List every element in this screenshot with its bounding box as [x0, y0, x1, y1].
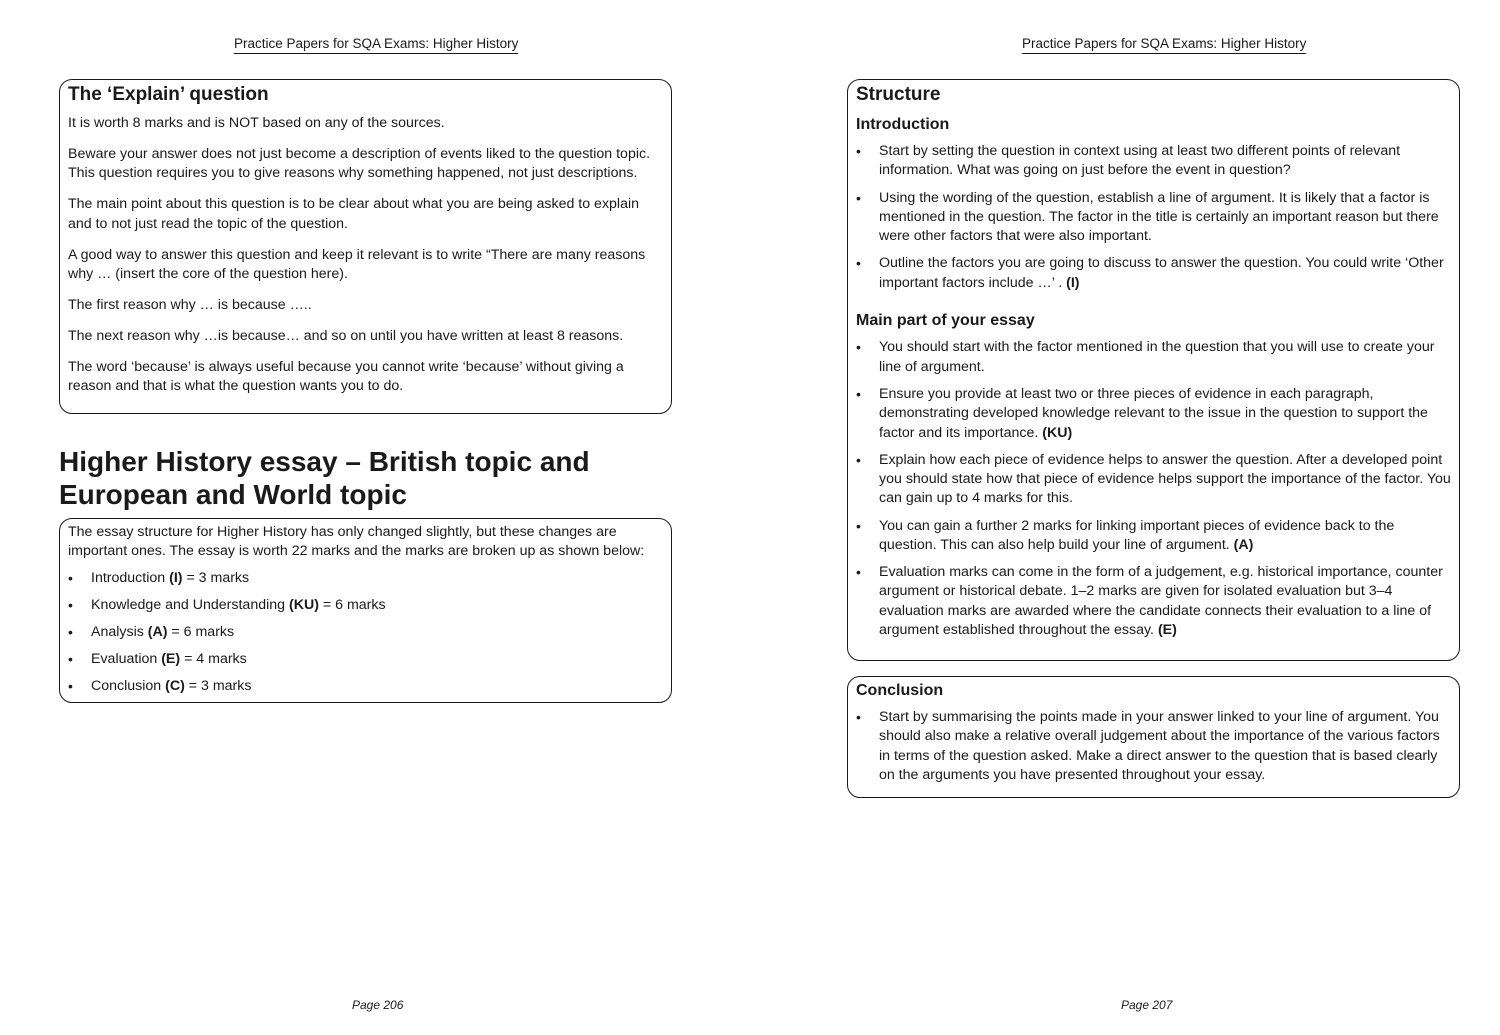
right-page: [750, 0, 1500, 1035]
page-number: Page 207: [1121, 998, 1173, 1012]
box-title: Structure: [856, 84, 941, 105]
essay-structure-box: [59, 518, 672, 703]
marks-list: [68, 569, 663, 697]
list-item: • You can gain a further 2 marks for linking important pieces of evidence back to the question. This can also help build your line of argument. (A): [856, 517, 1451, 556]
list-item: • Ensure you provide at least two or three pieces of evidence in each paragraph, demonstrating developed knowledge relevant to the issue in the question to support the factor and its importance. (KU): [856, 385, 1451, 443]
conclusion-list: [856, 708, 1451, 786]
list-item: • Start by setting the question in context using at least two different points of relevant information. What was going on just before the event in question?: [856, 142, 1451, 181]
explain-question-box: [59, 79, 672, 414]
main-part-list: [856, 338, 1451, 640]
paragraph: The essay structure for Higher History has only changed slightly, but these changes are important ones. The essay is worth 22 marks and the marks are broken up as shown below:: [68, 524, 645, 560]
paragraph: It is worth 8 marks and is NOT based on any of the sources.: [68, 115, 445, 131]
list-item: • Explain how each piece of evidence helps to answer the question. After a developed point you should state how that piece of evidence helps support the importance of the factor. You can gain up to 4 marks for this.: [856, 451, 1451, 509]
introduction-list: [856, 142, 1451, 293]
box-title: The ‘Explain’ question: [68, 84, 269, 105]
list-item: • Introduction (I) = 3 marks: [68, 569, 663, 588]
list-item: • Conclusion (C) = 3 marks: [68, 677, 663, 696]
paragraph: The first reason why … is because …..: [68, 296, 312, 313]
running-head: Practice Papers for SQA Exams: Higher History: [1022, 36, 1306, 54]
list-item: • Evaluation (E) = 4 marks: [68, 650, 663, 669]
paragraph: The word ‘because’ is always useful because you cannot write ‘because’ without giving a reason and that is what the question wants you to do.: [68, 358, 624, 395]
list-item: • Knowledge and Understanding (KU) = 6 marks: [68, 596, 663, 615]
box-title: Conclusion: [856, 682, 944, 699]
paragraph: A good way to answer this question and keep it relevant is to write “There are many reasons why … (insert the core of the question here).: [68, 246, 646, 282]
structure-box: [847, 79, 1460, 661]
list-item: • Outline the factors you are going to discuss to answer the question. You could write ‘Other important factors include …’ . (I): [856, 254, 1451, 293]
running-head: Practice Papers for SQA Exams: Higher History: [234, 36, 518, 54]
page-number: Page 206: [352, 998, 404, 1012]
list-item: • Evaluation marks can come in the form of a judgement, e.g. historical importance, counter argument or historical debate. 1–2 marks are given for isolated evaluation but 3–4 evaluation marks are awarded where the candidate connects their evaluation to a line of argument established throughout the essay. (E): [856, 563, 1451, 641]
list-item: • Using the wording of the question, establish a line of argument. It is likely that a factor is mentioned in the question. The factor in the title is certainly an important reason but there were other factors that were also important.: [856, 189, 1451, 247]
paragraph: The main point about this question is to be clear about what you are being asked to explain and to not just read the topic of the question.: [68, 196, 640, 232]
list-item: • Start by summarising the points made in your answer linked to your line of argument. You should also make a relative overall judgement about the importance of the various factors in terms of the question asked. Make a direct answer to the question that is based clearly on the arguments you have presented throughout your essay.: [856, 708, 1451, 786]
section-heading: Higher History essay – British topic and European and World topic: [59, 446, 590, 510]
list-item: • Analysis (A) = 6 marks: [68, 623, 663, 642]
list-item: • You should start with the factor mentioned in the question that you will use to create your line of argument.: [856, 338, 1451, 377]
paragraph: The next reason why …is because… and so on until you have written at least 8 reasons.: [68, 327, 624, 344]
subheading-main-part: Main part of your essay: [856, 312, 1035, 330]
conclusion-box: [847, 676, 1460, 798]
paragraph: Beware your answer does not just become a description of events liked to the question topic. This question requires you to give reasons why something happened, not just descriptions.: [68, 145, 651, 182]
subheading-introduction: Introduction: [856, 116, 950, 133]
